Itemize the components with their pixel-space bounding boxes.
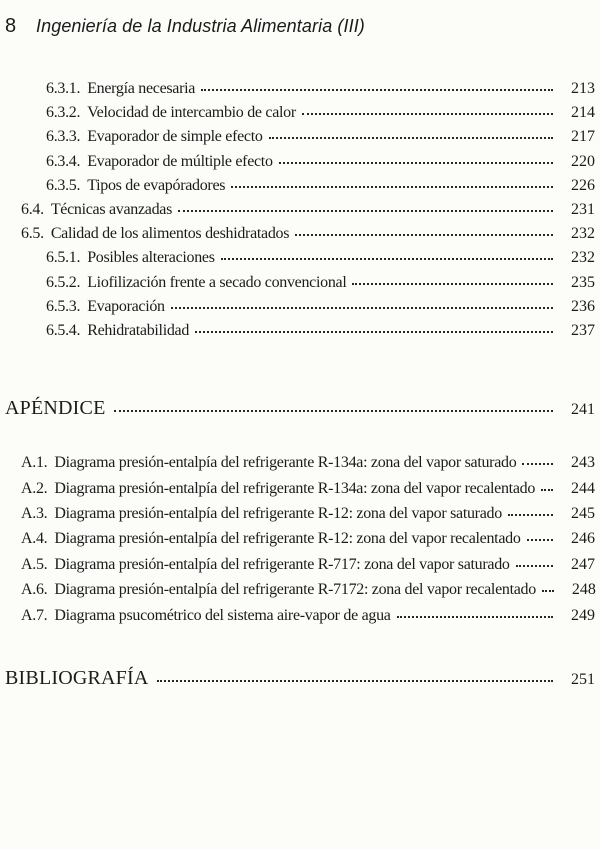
dot-leader xyxy=(527,539,553,541)
toc-entry-title: Energía necesaria xyxy=(87,80,196,97)
bibliografia-heading-label: BIBLIOGRAFÍA xyxy=(5,667,149,690)
toc-entry-number: 6.5.2. xyxy=(46,273,81,291)
header-page-number: 8 xyxy=(5,15,17,37)
dot-leader xyxy=(201,89,553,91)
dot-leader xyxy=(302,113,553,115)
toc-entry xyxy=(21,174,595,198)
toc-entry xyxy=(21,271,595,295)
toc-entry-page: 220 xyxy=(571,152,595,170)
toc-entry-page: 249 xyxy=(571,606,595,624)
toc-entry xyxy=(21,450,595,475)
toc-entry-page: 248 xyxy=(571,581,596,599)
toc-entry-title: Diagrama presión-entalpía del refrigerante R-134a: zona del vapor recalentado xyxy=(54,479,536,497)
toc-entry-number: A.6. xyxy=(21,581,48,599)
toc-entry-title: Posibles alteraciones xyxy=(87,249,215,267)
toc-entry-title: Diagrama presión-entalpía del refrigerante R-7172: zona del vapor recalentado xyxy=(54,581,536,599)
apendice-entry-list xyxy=(21,450,595,628)
toc-entry-title: Técnicas avanzadas xyxy=(50,201,172,219)
toc-entry xyxy=(21,603,595,628)
toc-entry-number: A.3. xyxy=(21,505,48,523)
toc-entry-number: 6.4. xyxy=(21,201,44,219)
toc-entry-title: Diagrama presión-entalpía del refrigerante R-12: zona del vapor saturado xyxy=(54,505,502,523)
toc-entry-number: 6.3.4. xyxy=(46,152,81,170)
toc-entry-title: Rehidratabilidad xyxy=(87,322,190,340)
dot-leader xyxy=(542,590,554,592)
toc-entry-number: 6.3.5. xyxy=(46,176,81,194)
toc-entry-page: 231 xyxy=(571,201,595,219)
dot-leader xyxy=(157,680,553,682)
dot-leader xyxy=(221,258,553,260)
toc-entry xyxy=(21,150,595,174)
apendice-heading-page: 241 xyxy=(571,401,595,419)
toc-entry xyxy=(21,295,595,319)
dot-leader xyxy=(397,616,553,618)
dot-leader xyxy=(541,489,553,491)
toc-entry xyxy=(21,222,595,246)
toc-entry-page: 217 xyxy=(571,128,595,146)
toc-entry-page: 247 xyxy=(571,555,595,573)
toc-entry-title: Liofilización frente a secado convencional xyxy=(87,273,347,291)
dot-leader xyxy=(279,162,553,164)
running-title: Ingeniería de la Industria Alimentaria (III) xyxy=(36,16,365,36)
toc-entry xyxy=(21,577,595,602)
dot-leader xyxy=(195,331,553,333)
toc-entry-number: 6.3.2. xyxy=(46,104,81,122)
toc-entry xyxy=(21,476,595,501)
bibliografia-heading-row xyxy=(5,665,595,693)
toc-entry-page: 232 xyxy=(571,249,595,267)
toc-entry-page: 246 xyxy=(571,530,595,548)
toc-entry xyxy=(21,526,595,551)
dot-leader xyxy=(178,210,553,212)
toc-entry-page: 226 xyxy=(571,176,595,194)
toc-entry xyxy=(21,198,595,222)
toc-entry-number: 6.3.1. xyxy=(46,80,81,97)
toc-entry-number: 6.5.3. xyxy=(46,297,81,315)
running-header xyxy=(0,0,600,38)
toc-entry-title: Velocidad de intercambio de calor xyxy=(87,104,296,122)
bibliografia-section xyxy=(0,665,600,693)
toc-entry-number: A.1. xyxy=(21,454,48,472)
toc-entry-number: 6.5.4. xyxy=(46,322,81,340)
toc-entry xyxy=(21,125,595,149)
toc-entry-title: Evaporador de múltiple efecto xyxy=(87,152,273,170)
toc-entry-title: Diagrama psucométrico del sistema aire-vapor de agua xyxy=(54,606,391,624)
apendice-heading-row xyxy=(5,395,595,423)
toc-entry xyxy=(21,246,595,270)
toc-entry-title: Evaporador de simple efecto xyxy=(87,128,263,146)
toc-entry-number: A.7. xyxy=(21,606,48,624)
toc-entry-page: 237 xyxy=(571,322,595,340)
apendice-heading-label: APÉNDICE xyxy=(5,397,106,420)
toc-entry xyxy=(21,501,595,526)
toc-entry-title: Diagrama presión-entalpía del refrigerante R-134a: zona del vapor saturado xyxy=(54,454,517,472)
dot-leader xyxy=(516,565,553,567)
toc-entry-number: A.2. xyxy=(21,479,48,497)
dot-leader xyxy=(508,514,553,516)
toc-entry-number: 6.3.3. xyxy=(46,128,81,146)
toc-entry-number: 6.5. xyxy=(21,225,44,243)
toc-entry-number: A.4. xyxy=(21,530,48,548)
toc-entry-page: 243 xyxy=(571,454,595,472)
toc-entry-number: A.5. xyxy=(21,555,48,573)
bibliografia-heading-page: 251 xyxy=(571,671,595,689)
toc-entry xyxy=(21,552,595,577)
toc-entry-page: 214 xyxy=(571,104,595,122)
toc-entry-title: Diagrama presión-entalpía del refrigerante R-12: zona del vapor recalentado xyxy=(54,530,521,548)
toc-entry-page: 235 xyxy=(571,273,595,291)
dot-leader xyxy=(231,186,553,188)
toc-entry-title: Tipos de evapóradores xyxy=(87,176,226,194)
toc-entry-page: 213 xyxy=(571,80,595,97)
toc-entry-page: 244 xyxy=(571,479,596,497)
toc-entry xyxy=(21,77,595,101)
toc-entry xyxy=(21,101,595,125)
toc-entry-title: Calidad de los alimentos deshidratados xyxy=(50,225,290,243)
dot-leader xyxy=(295,234,553,236)
dot-leader xyxy=(352,283,553,285)
dot-leader xyxy=(269,137,553,139)
toc-entry-page: 232 xyxy=(571,225,595,243)
toc-entry-title: Diagrama presión-entalpía del refrigerante R-717: zona del vapor saturado xyxy=(54,555,510,573)
toc-entry-page: 245 xyxy=(571,505,595,523)
dot-leader xyxy=(171,307,553,309)
dot-leader xyxy=(114,410,554,412)
toc-entry xyxy=(21,319,595,343)
toc-entry-title: Evaporación xyxy=(87,297,165,315)
toc-entry-number: 6.5.1. xyxy=(46,249,81,267)
apendice-section xyxy=(0,395,600,628)
toc-entry-page: 236 xyxy=(571,297,595,315)
toc-chapter6-list xyxy=(21,77,595,343)
dot-leader xyxy=(522,463,553,465)
